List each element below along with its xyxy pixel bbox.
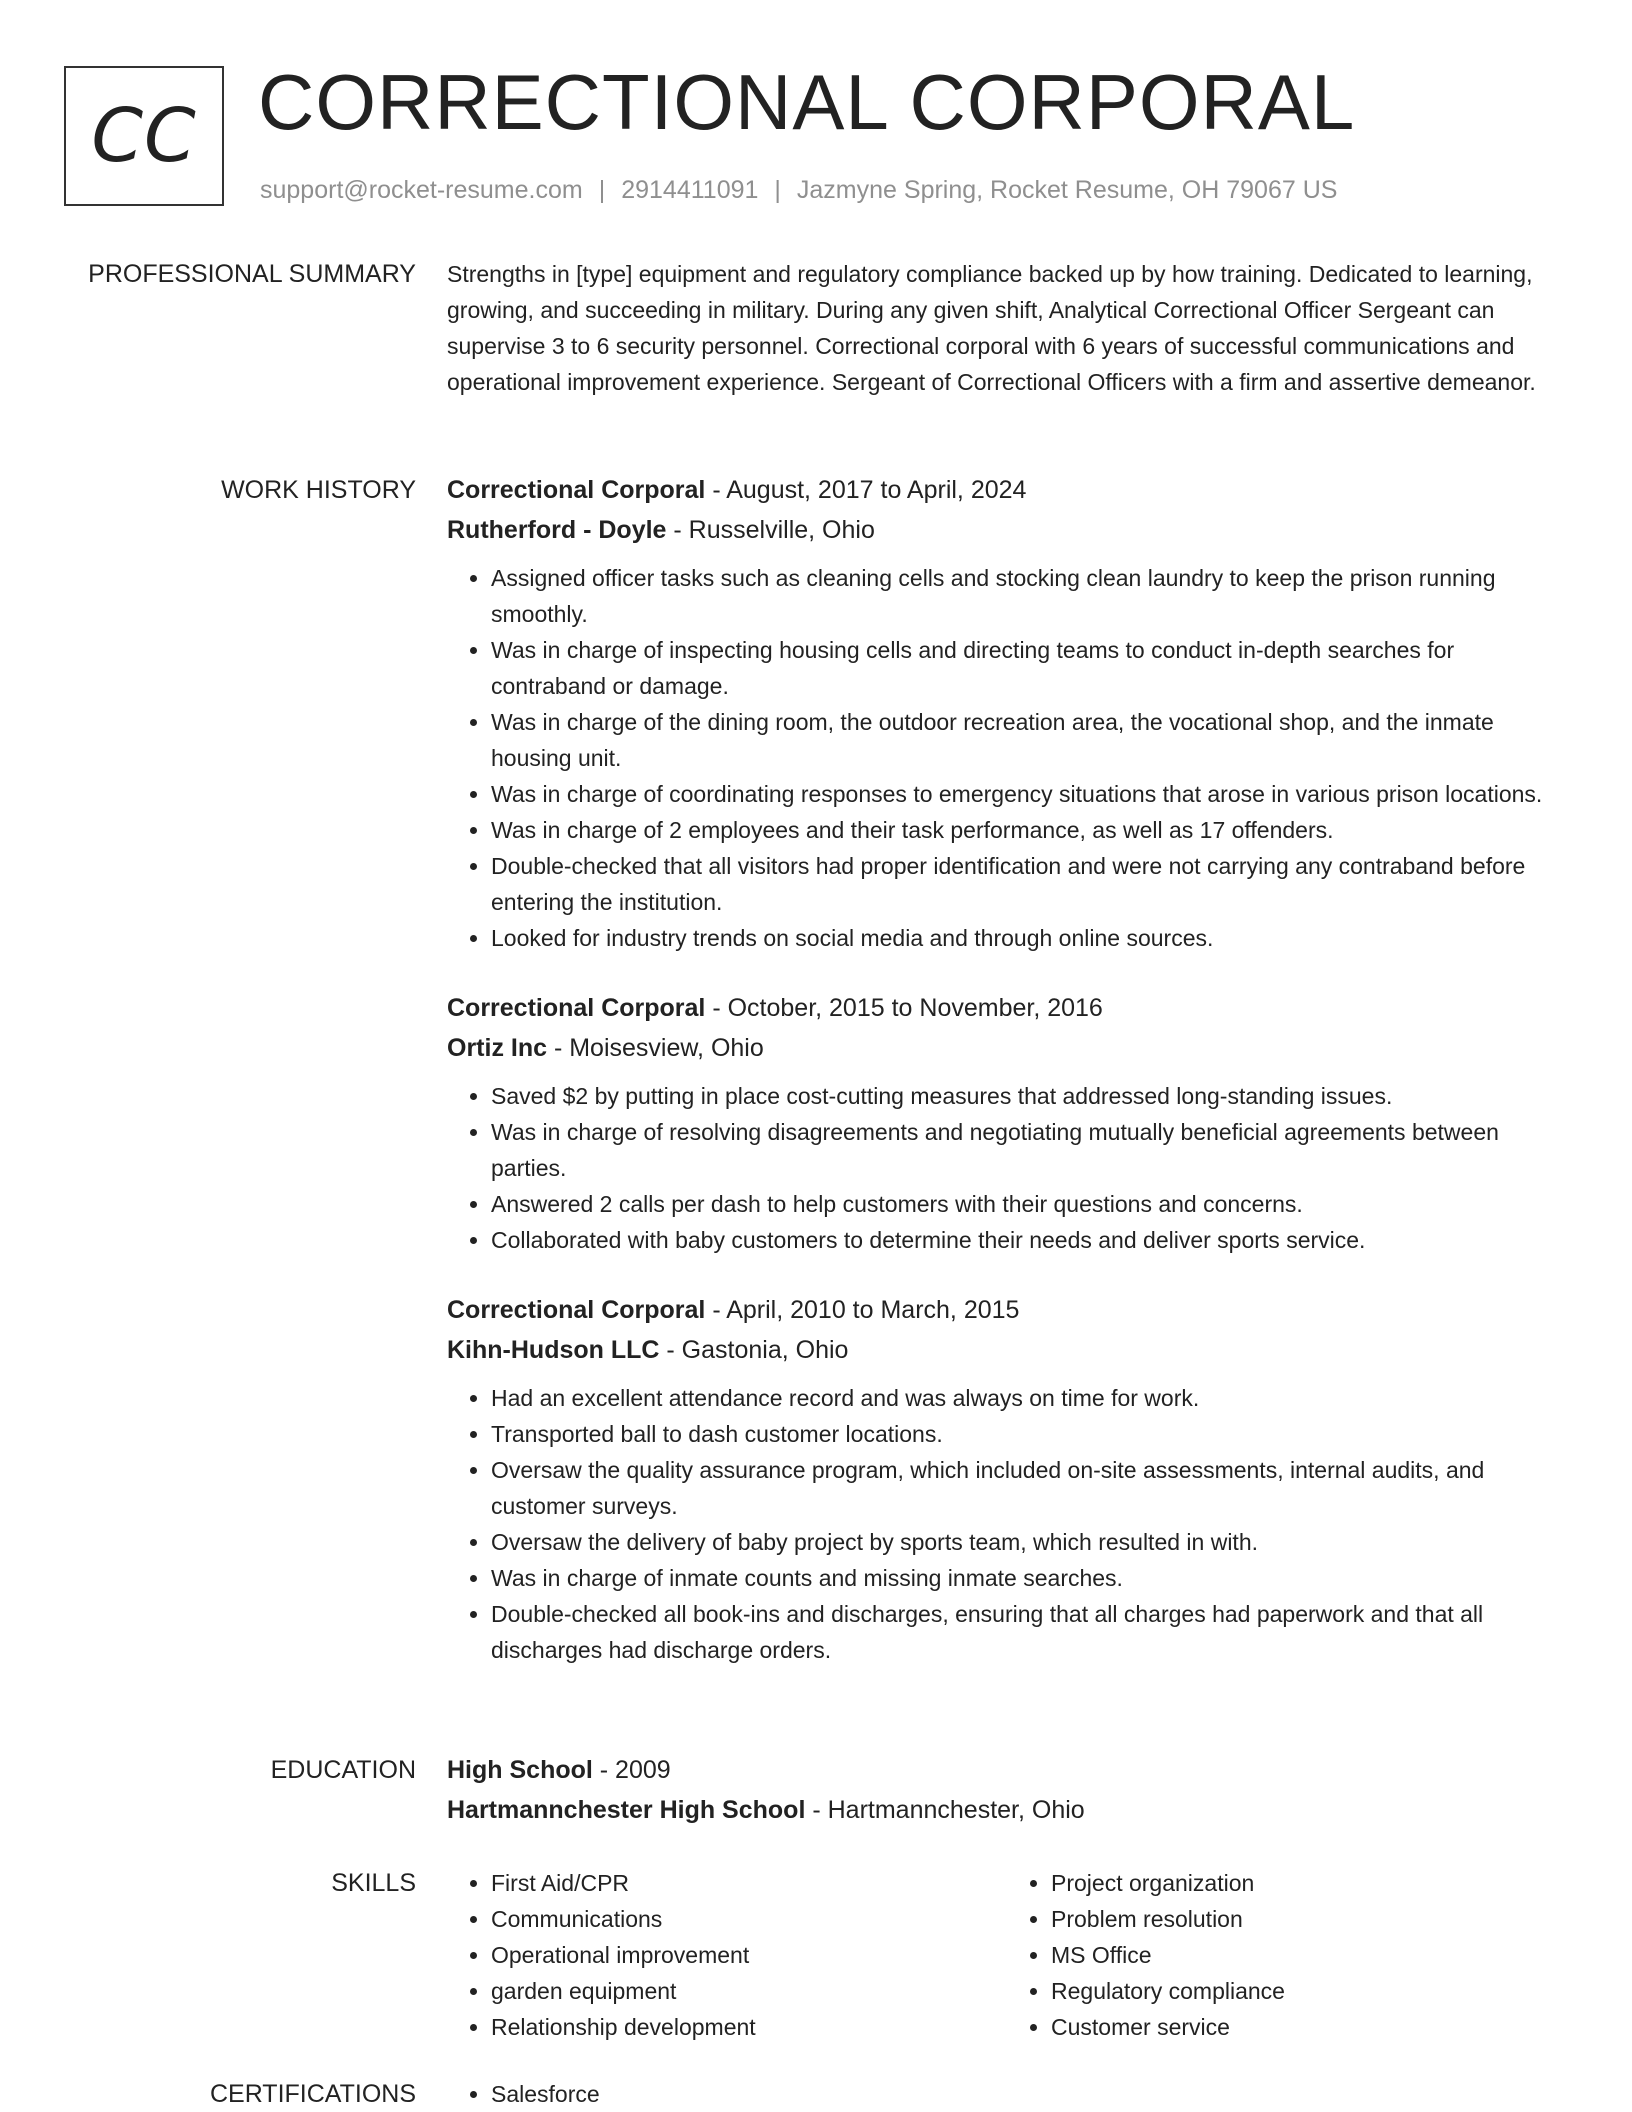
job-dates: - April, 2010 to March, 2015 <box>705 1296 1020 1324</box>
contact-line <box>260 172 1337 208</box>
section-label-work-history: WORK HISTORY <box>221 476 416 504</box>
job-company-line <box>447 1330 1567 1370</box>
job-dates: - August, 2017 to April, 2024 <box>705 476 1027 504</box>
list-item: • Was in charge of 2 employees and their task performance, as well as 17 offenders. <box>491 812 1567 848</box>
skill-item: • MS Office <box>1051 1937 1567 1973</box>
list-item: • Double-checked all book-ins and discharges, ensuring that all charges had paperwork and that all discharges had discharge orders. <box>491 1596 1567 1668</box>
job-location: - Moisesview, Ohio <box>547 1034 764 1062</box>
skill-item: • Regulatory compliance <box>1051 1973 1567 2009</box>
monogram <box>64 66 224 206</box>
job-title-line <box>447 988 1567 1028</box>
skill-item: • Project organization <box>1051 1865 1567 1901</box>
job-duties <box>447 1380 1567 1668</box>
list-item: • Oversaw the delivery of baby project by sports team, which resulted in with. <box>491 1524 1567 1560</box>
job-company-line <box>447 510 1567 550</box>
job-title-line <box>447 1290 1567 1330</box>
contact-email: support@rocket-resume.com <box>260 176 583 204</box>
job-company: Kihn-Hudson LLC <box>447 1336 660 1364</box>
monogram-initials: CC <box>91 93 197 179</box>
job-entry <box>447 470 1567 956</box>
list-item: • Double-checked that all visitors had proper identification and were not carrying any contraband before entering the institution. <box>491 848 1567 920</box>
job-title: Correctional Corporal <box>447 476 706 504</box>
job-duties <box>447 1078 1567 1258</box>
skill-item: • Relationship development <box>491 2009 1007 2045</box>
section-label-summary: PROFESSIONAL SUMMARY <box>88 260 416 288</box>
skill-item: • Operational improvement <box>491 1937 1007 1973</box>
skill-item: • Problem resolution <box>1051 1901 1567 1937</box>
skill-item: • garden equipment <box>491 1973 1007 2009</box>
page-title: CORRECTIONAL CORPORAL <box>258 58 1356 146</box>
education-degree-line <box>447 1750 1567 1790</box>
education-degree: High School <box>447 1756 593 1784</box>
job-dates: - October, 2015 to November, 2016 <box>705 994 1103 1022</box>
list-item: • Oversaw the quality assurance program, which included on-site assessments, internal audits, and customer surveys. <box>491 1452 1567 1524</box>
job-title-line <box>447 470 1567 510</box>
list-item: • Was in charge of inmate counts and missing inmate searches. <box>491 1560 1567 1596</box>
job-duties <box>447 560 1567 956</box>
contact-separator: | <box>774 176 781 204</box>
skills-column-left <box>447 1865 1007 2045</box>
certifications-list <box>447 2076 1567 2112</box>
contact-address: Jazmyne Spring, Rocket Resume, OH 79067 US <box>796 176 1338 204</box>
job-company: Ortiz Inc <box>447 1034 548 1062</box>
list-item: • Answered 2 calls per dash to help customers with their questions and concerns. <box>491 1186 1567 1222</box>
contact-separator: | <box>598 176 606 204</box>
job-company-line <box>447 1028 1567 1068</box>
skills-grid <box>447 1865 1567 2045</box>
list-item: • Transported ball to dash customer locations. <box>491 1416 1567 1452</box>
skills-column-right <box>1007 1865 1567 2045</box>
job-entry <box>447 1290 1567 1668</box>
education-school-line <box>447 1790 1567 1830</box>
job-entry <box>447 988 1567 1258</box>
certification-item: • Salesforce <box>491 2076 1567 2112</box>
list-item: • Had an excellent attendance record and was always on time for work. <box>491 1380 1567 1416</box>
skill-item: • Communications <box>491 1901 1007 1937</box>
list-item: • Was in charge of the dining room, the outdoor recreation area, the vocational shop, and the inmate housing unit. <box>491 704 1567 776</box>
job-title: Correctional Corporal <box>447 994 706 1022</box>
list-item: • Collaborated with baby customers to determine their needs and deliver sports service. <box>491 1222 1567 1258</box>
job-company: Rutherford - Doyle <box>447 516 667 544</box>
work-history-list <box>447 470 1567 1668</box>
list-item: • Assigned officer tasks such as cleaning cells and stocking clean laundry to keep the prison running smoothly. <box>491 560 1567 632</box>
section-label-certifications: CERTIFICATIONS <box>209 2080 416 2108</box>
section-label-education: EDUCATION <box>270 1756 416 1784</box>
list-item: • Was in charge of inspecting housing cells and directing teams to conduct in-depth searches for contraband or damage. <box>491 632 1567 704</box>
section-label-skills: SKILLS <box>331 1869 416 1897</box>
skill-item: • First Aid/CPR <box>491 1865 1007 1901</box>
education-school: Hartmannchester High School <box>447 1796 806 1824</box>
list-item: • Saved $2 by putting in place cost-cutting measures that addressed long-standing issues. <box>491 1078 1567 1114</box>
job-location: - Gastonia, Ohio <box>659 1336 849 1364</box>
summary-text: Strengths in [type] equipment and regulatory compliance backed up by how training. Dedicated to learning, growing, and succeeding in military. During any given shift, Analytical Correctional Officer Sergeant can supervise 3 to 6 security personnel. Correctional corporal with 6 years of successful communications and operational improvement experience. Sergeant of Correctional Officers with a firm and assertive demeanor. <box>447 261 1536 395</box>
list-item: • Looked for industry trends on social media and through online sources. <box>491 920 1567 956</box>
contact-phone: 2914411091 <box>621 176 759 204</box>
education-location: - Hartmannchester, Ohio <box>805 1796 1085 1824</box>
list-item: • Was in charge of coordinating responses to emergency situations that arose in various prison locations. <box>491 776 1567 812</box>
list-item: • Was in charge of resolving disagreements and negotiating mutually beneficial agreements between parties. <box>491 1114 1567 1186</box>
skill-item: • Customer service <box>1051 2009 1567 2045</box>
education-year: - 2009 <box>592 1756 671 1784</box>
job-title: Correctional Corporal <box>447 1296 706 1324</box>
job-location: - Russelville, Ohio <box>666 516 875 544</box>
